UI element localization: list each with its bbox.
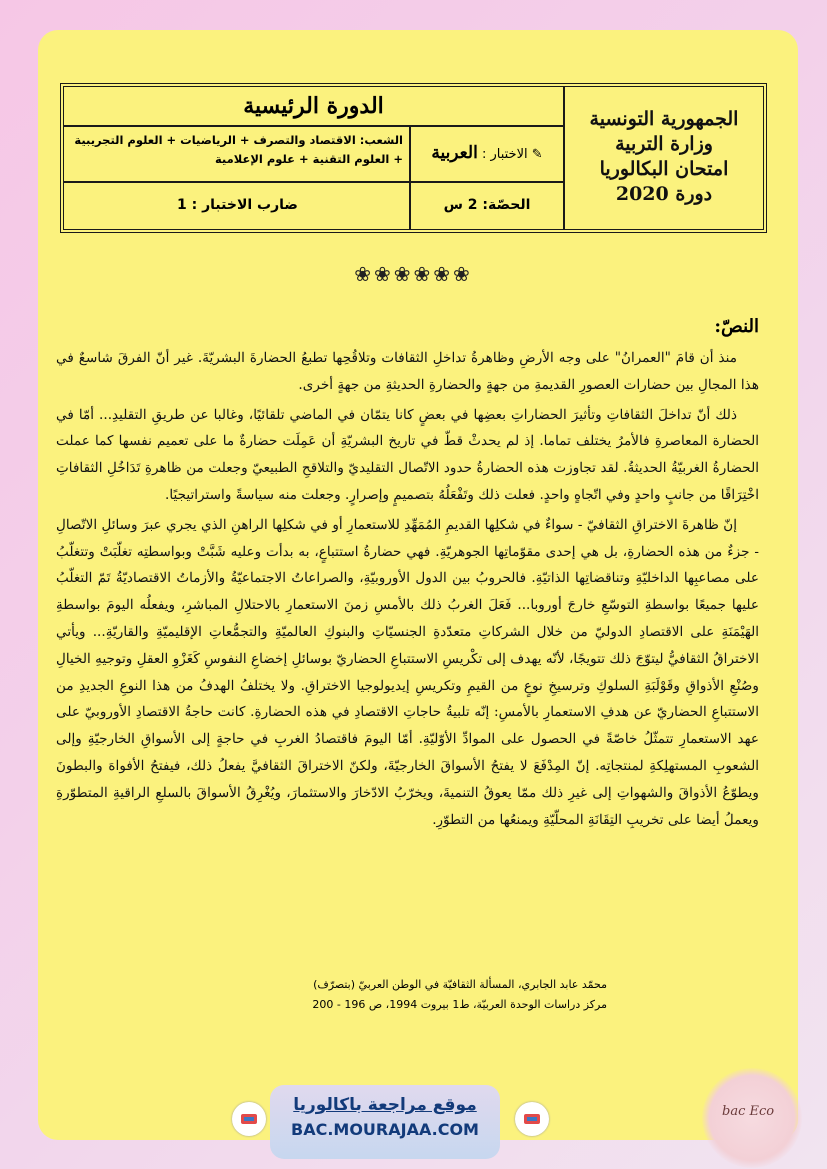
ministry-label: وزارة التربية: [615, 133, 713, 155]
decorative-stars: ❀❀❀❀❀❀: [354, 262, 473, 286]
session-type: الدورة الرئيسية: [64, 87, 563, 127]
passage: [56, 345, 759, 836]
site-logo-icon: [515, 1102, 549, 1136]
issuer-block: [563, 87, 763, 229]
session-year: دورة 2020: [615, 183, 713, 205]
exam-header: [60, 83, 767, 233]
site-name-arabic[interactable]: موقع مراجعة باكالوريا: [293, 1095, 477, 1115]
source-citation: [300, 975, 607, 1015]
site-logo-icon: [232, 1102, 266, 1136]
text-title: النصّ:: [714, 316, 759, 337]
subject-name: العربية: [431, 143, 478, 163]
republic-label: الجمهورية التونسية: [589, 108, 739, 130]
exam-info-block: [64, 87, 563, 229]
exam-label: امتحان البكالوريا: [599, 158, 729, 180]
source-publisher: مركز دراسات الوحدة العربيّة، ط1 بيروت 1994، ص 196 - 200: [312, 998, 607, 1011]
site-url[interactable]: BAC.MOURAJAA.COM: [291, 1120, 479, 1139]
bac-eco-label: bac Eco: [722, 1104, 775, 1119]
paragraph-2: ذلك أنّ تداخلَ الثقافاتِ وتأثيرَ الحضاراتِ بعضِها في بعضٍ كانا يتمّان في الماضي تلقائيًا، وغالبا عن طريقِ التقليدِ... أمّا في الحضارة المعاصرةِ فالأمرُ يختلف تماما. إذ لم يحدثْ قطّ في تاريخ البشريّةِ أن عَمِلَت حضارةٌ ما على تعميم نفسها كما عملت الحضارةُ الغربيّةُ الحديثةُ. لقد تجاوزت هذه الحضارةُ حدود الاتّصال التقليديّ والتلاقحِ الطبيعيّ وجعلت من ظاهرةِ تَدَاخُلِ الثقافاتِ اخْتِرَاقًا من جانبٍ واحدٍ وفي اتّجاهٍ واحدٍ. فعلت ذلك وتَفْعَلُهُ بتصميمٍ وإصرارٍ. وجعلت منه سياسةً واستراتيجيًا.: [56, 406, 759, 503]
pencil-icon: ✎: [531, 147, 543, 162]
branches-list: الشعب: الاقتصاد والتصرف + الرياضيات + العلوم التجريبية + العلوم التقنية + علوم الإعلامية: [74, 133, 403, 166]
exam-coefficient: ضارب الاختبار : 1: [177, 197, 298, 213]
bac-eco-badge: [702, 1068, 802, 1168]
paragraph-3: إنّ ظاهرةَ الاختراقِ الثقافيّ - سواءٌ في شكلِها القديمِ المُمَهِّدِ للاستعمارِ أو في شكلِها الراهنِ الذي يجري عبرَ وسائلِ الاتّصالِ - جزءٌ من هذه الحضارةِ، بل هي إحدى مقوّماتِها الجوهريّةِ. فهي حضارةُ استتباعٍ، به بدأت وعليه شَبَّتْ وبواسطتِه تغلّبَتْ وتتغلّبُ على مصاعبِها الداخليّةِ وتناقضاتِها الذاتيّةِ. فالحروبُ بين الدول الأوروبيّةِ، والصراعاتُ الاجتماعيّةُ والأزماتُ الاقتصاديّةُ تَمّ التغلّبُ عليها جميعًا بواسطةِ التوسّعِ خارجَ أوروبا... فَعَلَ الغربُ ذلك بالأمسِ زمنَ الاستعمارِ بالاحتلالِ المباشرِ، ويفعلُه اليومَ بواسطةِ الهَيْمَنَةِ على الاقتصادِ الدوليّ من خلال الشركاتِ متعدّدةِ الجنسيّاتِ والبنوكِ العالميّةِ والتجمُّعاتِ الإقليميّةِ والقاريّةِ... ويأتي الاختراقُ الثقافيُّ ليتوّجَ ذلك تتويجًا، لأنّه يهدف إلى تكْريسِ الاستتباعِ الحضاريّ بوسائلِ إخضاعِ النفوسِ كَغَزْوِ العقلِ وتوجيهِ الخيالِ وصُنْعِ الأذواقِ وقَوْلَبَةِ السلوكِ وترسيخِ نوعٍ من القيمِ وتكريسِ إيديولوجيا الاختراقِ. ولا يختلفُ الهدفُ من هذا النوعِ الجديدِ من الاستتباعِ الحضاريّ عن هدفِ الاستعمارِ بالأمسِ: إنّه تلبيةُ حاجاتِ الاقتصادِ في هذه الحضارةِ. كانت حاجةُ الاقتصادِ الأوروبيّ على عهد الاستعمارِ تتمثّلُ خاصّةً في الحصول على الموادِّ الأوّليّةِ. أمّا اليومَ فاقتصادُ الغربِ في حاجةٍ إلى الأسواقِ الخارجيّةِ وإلى الشعوبِ المستهلِكةِ لمنتجاتِه. إنّ المِدْفَعَ لا يفتحُ الأسواقَ الخارجيّةَ، ولكنّ الاختراقَ الثقافيَّ يفعلُ ذلك، فيفتحُ الأفواهَ والبطونَ ويطوّعُ الأذواقَ والشهواتِ إلى غيرِ ذلك ممّا يعوقُ التنميةَ، ويخرّبُ الادّخارَ والاستثمارَ، ويُغْرِقُ الأسواقَ بالسلعِ الراقيةِ المتطوّرةِ ويعملُ أيضا على تخريبِ التِقَانَةِ المحلّيّةِ ويمنعُها من التطوّرِ.: [56, 516, 759, 828]
subject-label: الاختبار :: [481, 147, 528, 162]
exam-duration: الحصّة: 2 س: [409, 181, 563, 229]
site-banner[interactable]: [270, 1085, 500, 1159]
paragraph-1: منذ أن قامَ "العمرانُ" على وجه الأرضِ وظاهرةُ تداخلِ الثقافات وتلاقُحِها تطبعُ الحضارةَ البشريّةَ. غير أنّ الفرقَ شاسعٌ في هذا المجالِ بين حضارات العصورِ القديمةِ من جهةٍ والحضارةِ الحديثةِ من جهةٍ أخرى.: [56, 350, 759, 393]
source-author: محمّد عابد الجابري، المسألة الثقافيّة في الوطن العربيّ (بتصرّف): [313, 978, 607, 991]
subject-cell: [409, 125, 563, 181]
